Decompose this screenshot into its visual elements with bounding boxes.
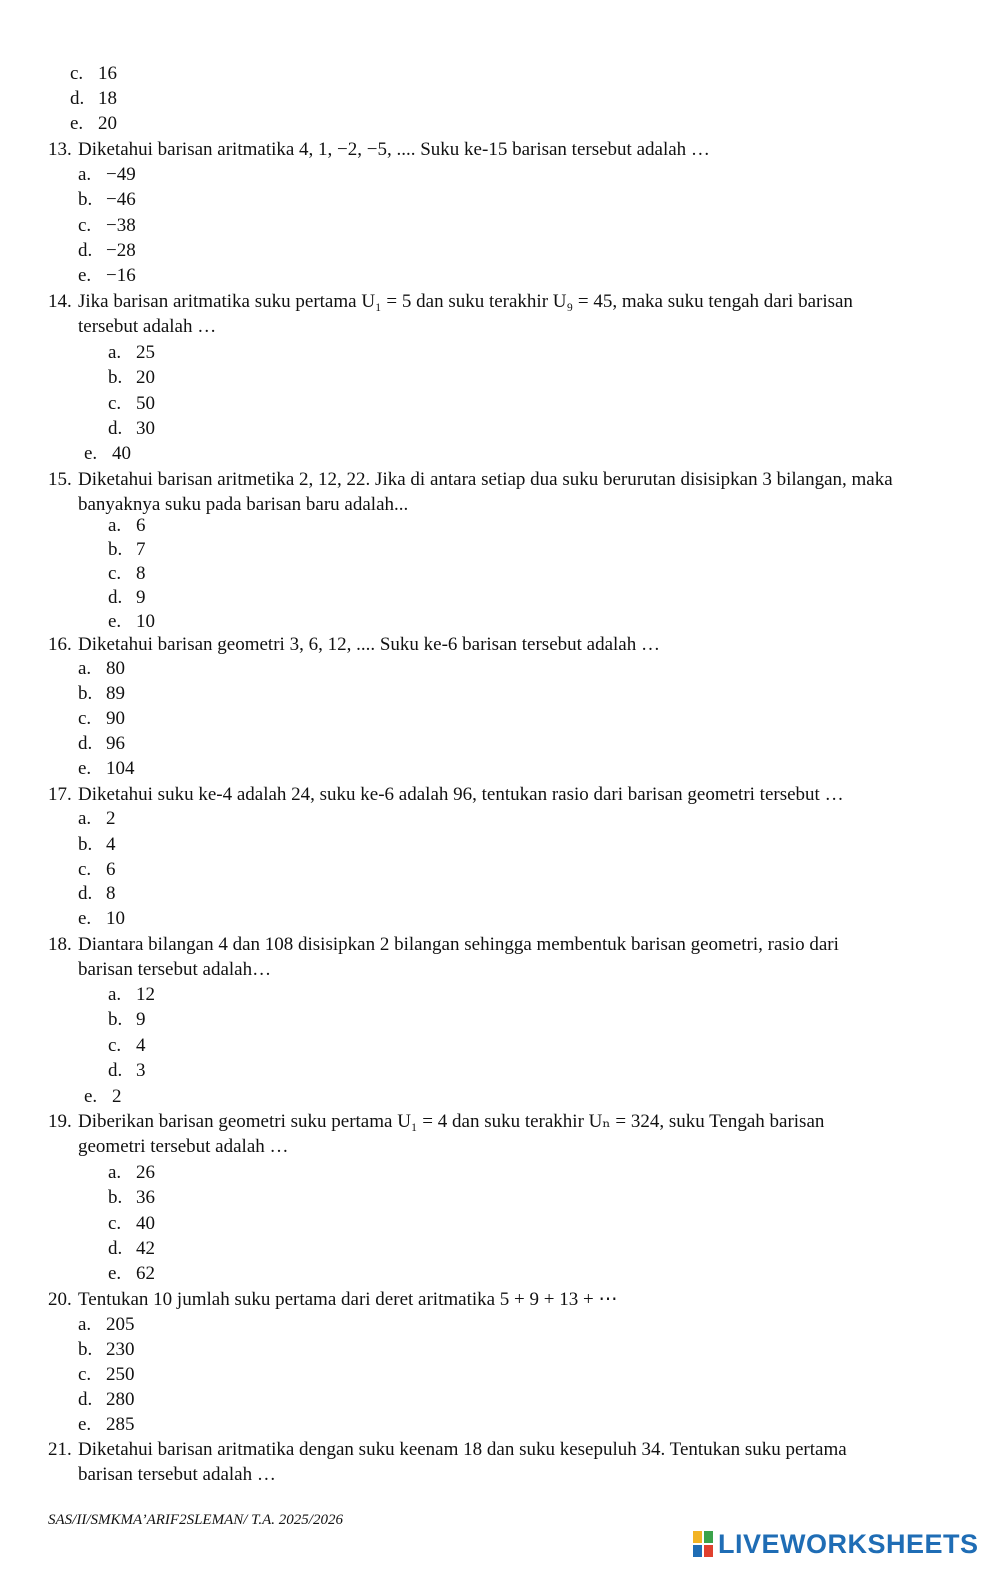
option-label: b. — [78, 834, 93, 855]
question-body: barisan tersebut adalah … — [78, 1464, 276, 1485]
answer-option — [78, 264, 136, 288]
option-label: b. — [108, 367, 123, 388]
option-value: 62 — [136, 1263, 155, 1284]
option-label: e. — [70, 113, 84, 134]
question-body: Tentukan 10 jumlah suku pertama dari deret aritmatika 5 + 9 + 13 + ⋯ — [78, 1289, 618, 1310]
option-label: b. — [108, 1009, 123, 1030]
option-value: 89 — [106, 683, 125, 704]
option-value: 10 — [136, 611, 155, 632]
option-label: c. — [108, 1213, 122, 1234]
answer-option — [108, 586, 146, 610]
answer-option — [108, 1237, 155, 1261]
answer-option — [78, 1338, 135, 1362]
answer-option — [108, 562, 146, 586]
option-label: a. — [78, 658, 92, 679]
option-value: 20 — [136, 367, 155, 388]
option-label: e. — [78, 265, 92, 286]
question-number: 18. — [48, 934, 72, 955]
answer-option — [108, 341, 155, 365]
answer-option — [108, 538, 146, 562]
option-value: 25 — [136, 342, 155, 363]
option-value: 90 — [106, 708, 125, 729]
option-value: 10 — [106, 908, 125, 929]
option-value: 4 — [106, 834, 116, 855]
question-number: 13. — [48, 139, 72, 160]
brand-name: LIVEWORKSHEETS — [718, 1528, 979, 1559]
answer-option — [78, 1313, 135, 1337]
option-value: 42 — [136, 1238, 155, 1259]
answer-option — [78, 239, 136, 263]
option-value: −49 — [106, 164, 136, 185]
liveworksheets-logo-icon — [692, 1530, 714, 1558]
option-value: 4 — [136, 1035, 146, 1056]
option-value: 18 — [98, 88, 117, 109]
question-text-continued — [78, 1463, 276, 1487]
question-text-continued — [78, 958, 271, 982]
option-value: 20 — [98, 113, 117, 134]
question-text-continued — [78, 1135, 289, 1159]
answer-option — [78, 757, 135, 781]
answer-option — [70, 62, 117, 86]
answer-option — [78, 707, 125, 731]
option-label: d. — [78, 733, 93, 754]
answer-option — [78, 657, 125, 681]
option-label: d. — [70, 88, 85, 109]
question-number: 15. — [48, 469, 72, 490]
question-body: Jika barisan aritmatika suku pertama U₁ = 5 dan suku terakhir U₉ = 45, maka suku tengah dari barisan — [78, 291, 853, 312]
answer-option — [78, 214, 136, 238]
question-number: 16. — [48, 634, 72, 655]
option-label: d. — [78, 883, 93, 904]
question-body: Diketahui barisan aritmetika 2, 12, 22. Jika di antara setiap dua suku berurutan disisipkan 3 bilangan, maka — [78, 469, 893, 490]
option-label: a. — [108, 984, 122, 1005]
option-value: 3 — [136, 1060, 146, 1081]
option-value: 36 — [136, 1187, 155, 1208]
answer-option — [108, 1161, 155, 1185]
option-label: b. — [78, 189, 93, 210]
answer-option — [78, 907, 125, 931]
option-label: c. — [78, 1364, 92, 1385]
option-label: e. — [84, 443, 98, 464]
footer-code: SAS/II/SMKMA’ARIF2SLEMAN/ T.A. 2025/2026 — [48, 1512, 343, 1528]
answer-option — [70, 87, 117, 111]
option-label: d. — [108, 587, 123, 608]
option-value: 2 — [106, 808, 116, 829]
answer-option — [108, 514, 146, 538]
option-label: c. — [78, 708, 92, 729]
option-label: c. — [108, 393, 122, 414]
question-body: Diantara bilangan 4 dan 108 disisipkan 2 bilangan sehingga membentuk barisan geometri, rasio dari — [78, 934, 839, 955]
option-label: d. — [78, 1389, 93, 1410]
option-label: e. — [78, 1414, 92, 1435]
answer-option — [78, 833, 116, 857]
option-label: c. — [78, 215, 92, 236]
answer-option — [78, 858, 116, 882]
option-label: e. — [78, 908, 92, 929]
option-value: 12 — [136, 984, 155, 1005]
question-body: Diberikan barisan geometri suku pertama U₁ = 4 dan suku terakhir Uₙ = 324, suku Tengah barisan — [78, 1111, 825, 1132]
answer-option — [108, 1212, 155, 1236]
question-text — [48, 468, 893, 492]
option-value: 16 — [98, 63, 117, 84]
option-value: 6 — [106, 859, 116, 880]
answer-option — [108, 1008, 146, 1032]
option-value: 205 — [106, 1314, 135, 1335]
option-label: d. — [78, 240, 93, 261]
option-value: 8 — [106, 883, 116, 904]
option-value: 30 — [136, 418, 155, 439]
answer-option — [78, 882, 116, 906]
option-label: d. — [108, 1238, 123, 1259]
option-value: 96 — [106, 733, 125, 754]
question-body: barisan tersebut adalah… — [78, 959, 272, 980]
option-value: 7 — [136, 539, 146, 560]
option-label: e. — [78, 758, 92, 779]
answer-option — [108, 1262, 155, 1286]
option-label: a. — [108, 1162, 122, 1183]
option-label: a. — [78, 1314, 92, 1335]
option-label: e. — [84, 1086, 98, 1107]
option-value: −46 — [106, 189, 136, 210]
option-label: a. — [108, 342, 122, 363]
option-value: 9 — [136, 587, 146, 608]
option-value: 26 — [136, 1162, 155, 1183]
option-value: 40 — [112, 443, 131, 464]
question-body: tersebut adalah … — [78, 316, 217, 337]
question-number: 20. — [48, 1289, 72, 1310]
option-value: 6 — [136, 515, 146, 536]
option-value: 40 — [136, 1213, 155, 1234]
answer-option — [78, 807, 116, 831]
answer-option — [108, 1034, 146, 1058]
answer-option — [84, 1085, 122, 1109]
option-label: e. — [108, 1263, 122, 1284]
option-value: 104 — [106, 758, 135, 779]
option-label: b. — [108, 539, 123, 560]
question-number: 17. — [48, 784, 72, 805]
option-label: c. — [70, 63, 84, 84]
question-text — [48, 933, 839, 957]
option-value: 80 — [106, 658, 125, 679]
answer-option — [108, 392, 155, 416]
answer-option — [84, 442, 131, 466]
option-label: c. — [108, 1035, 122, 1056]
answer-option — [78, 188, 136, 212]
option-label: a. — [78, 164, 92, 185]
question-body: banyaknya suku pada barisan baru adalah... — [78, 494, 409, 515]
option-label: a. — [78, 808, 92, 829]
answer-option — [78, 163, 136, 187]
option-value: 9 — [136, 1009, 146, 1030]
question-body: Diketahui barisan geometri 3, 6, 12, .... Suku ke-6 barisan tersebut adalah … — [78, 634, 660, 655]
answer-option — [108, 417, 155, 441]
question-number: 14. — [48, 291, 72, 312]
option-value: 8 — [136, 563, 146, 584]
option-label: e. — [108, 611, 122, 632]
option-label: b. — [108, 1187, 123, 1208]
option-value: 250 — [106, 1364, 135, 1385]
answer-option — [78, 682, 125, 706]
option-label: d. — [108, 418, 123, 439]
option-label: b. — [78, 1339, 93, 1360]
option-value: 285 — [106, 1414, 135, 1435]
answer-option — [108, 366, 155, 390]
question-number: 21. — [48, 1439, 72, 1460]
option-value: −38 — [106, 215, 136, 236]
question-text — [48, 633, 660, 657]
option-value: 2 — [112, 1086, 122, 1107]
question-body: Diketahui barisan aritmatika dengan suku keenam 18 dan suku kesepuluh 34. Tentukan suku pertama — [78, 1439, 847, 1460]
option-label: c. — [78, 859, 92, 880]
question-text — [48, 1110, 824, 1134]
answer-option — [108, 983, 155, 1007]
answer-option — [108, 1059, 146, 1083]
question-body: Diketahui suku ke-4 adalah 24, suku ke-6 adalah 96, tentukan rasio dari barisan geometri tersebut … — [78, 784, 844, 805]
question-number: 19. — [48, 1111, 72, 1132]
question-text — [48, 1288, 617, 1312]
option-label: d. — [108, 1060, 123, 1081]
option-value: −16 — [106, 265, 136, 286]
answer-option — [108, 1186, 155, 1210]
answer-option — [70, 112, 117, 136]
option-value: −28 — [106, 240, 136, 261]
option-label: c. — [108, 563, 122, 584]
answer-option — [78, 1413, 135, 1437]
option-value: 280 — [106, 1389, 135, 1410]
question-text-continued — [78, 315, 216, 339]
question-text — [48, 290, 853, 314]
liveworksheets-brand[interactable] — [692, 1526, 979, 1562]
question-text — [48, 783, 844, 807]
question-text — [48, 1438, 847, 1462]
answer-option — [78, 1388, 135, 1412]
answer-option — [78, 1363, 135, 1387]
question-body: Diketahui barisan aritmatika 4, 1, −2, −5, .... Suku ke-15 barisan tersebut adalah … — [78, 139, 710, 160]
answer-option — [108, 610, 155, 634]
question-text — [48, 138, 710, 162]
option-value: 50 — [136, 393, 155, 414]
answer-option — [78, 732, 125, 756]
question-body: geometri tersebut adalah … — [78, 1136, 289, 1157]
option-label: b. — [78, 683, 93, 704]
option-label: a. — [108, 515, 122, 536]
option-value: 230 — [106, 1339, 135, 1360]
